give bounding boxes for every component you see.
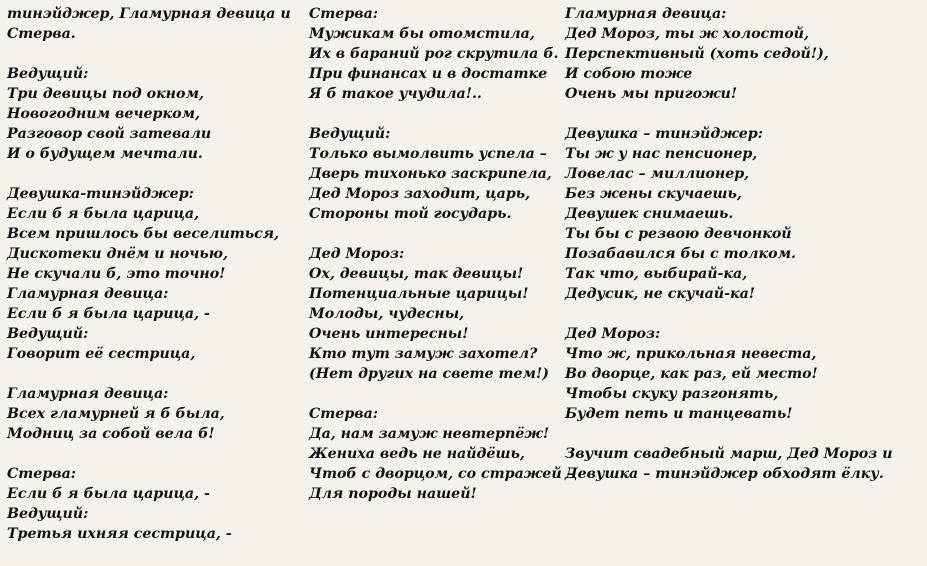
text-line: И собою тоже (565, 66, 693, 82)
text-line: Дед Мороз, ты ж холостой, (565, 26, 809, 42)
text-line: Жениха ведь не найдёшь, (309, 446, 525, 462)
text-line: Разговор свой затевали (7, 126, 212, 142)
blank-line (309, 104, 574, 124)
text-line: Без жены скучаешь, (565, 186, 742, 202)
text-line: Ловелас – миллионер, (565, 166, 750, 182)
text-line: Для породы нашей! (309, 486, 477, 502)
text-line: тинэйджер, Гламурная девица и (7, 6, 291, 22)
text-line: Не скучали б, это точно! (7, 266, 226, 282)
text-line: Будет петь и танцевать! (565, 406, 793, 422)
text-line: Очень мы пригожи! (565, 86, 738, 102)
blank-line (7, 164, 291, 184)
text-line: Чтоб с дворцом, со стражей – (309, 466, 574, 482)
blank-line (565, 424, 893, 444)
text-line: (Нет других на свете тем!) (309, 366, 549, 382)
text-line: Всем пришлось бы веселиться, (7, 226, 280, 242)
text-line: Потенциальные царицы! (309, 286, 529, 302)
blank-line (7, 364, 291, 384)
text-line: Всех гламурней я б была, (7, 406, 225, 422)
text-line: Дверь тихонько заскрипела, (309, 166, 552, 182)
text-line: Дед Мороз: (309, 246, 405, 262)
blank-line (309, 224, 574, 244)
text-line: Ведущий: (309, 126, 391, 142)
text-column-1 (7, 4, 291, 544)
blank-line (565, 304, 893, 324)
text-line: Молоды, чудесны, (309, 306, 465, 322)
text-line: Гламурная девица: (7, 386, 169, 402)
text-line: И о будущем мечтали. (7, 146, 203, 162)
text-line: Так что, выбирай-ка, (565, 266, 748, 282)
text-line: Мужикам бы отомстила, (309, 26, 535, 42)
text-line: Если б я была царица, (7, 206, 200, 222)
text-line: Девушка – тинэйджер обходят ёлку. (565, 466, 884, 482)
text-line: Гламурная девица: (565, 6, 727, 22)
text-line: Стерва: (7, 466, 76, 482)
text-line: Дед Мороз заходит, царь, (309, 186, 531, 202)
text-line: Кто тут замуж захотел? (309, 346, 538, 362)
text-line: Три девицы под окном, (7, 86, 204, 102)
text-line: Позабавился бы с толком. (565, 246, 796, 262)
text-line: Что ж, прикольная невеста, (565, 346, 817, 362)
text-line: Стерва. (7, 26, 76, 42)
blank-line (7, 44, 291, 64)
text-column-3 (565, 4, 893, 484)
text-column-2 (309, 4, 574, 504)
text-line: Дедусик, не скучай-ка! (565, 286, 756, 302)
text-line: Их в бараний рог скрутила б. (309, 46, 559, 62)
text-line: Девушек снимаешь. (565, 206, 734, 222)
text-line: Говорит её сестрица, (7, 346, 196, 362)
blank-line (565, 104, 893, 124)
text-line: Ты бы с резвою девчонкой (565, 226, 792, 242)
text-line: Стороны той государь. (309, 206, 512, 222)
text-line: Если б я была царица, - (7, 306, 210, 322)
text-line: Да, нам замуж невтерпёж! (309, 426, 550, 442)
text-line: Только вымолвить успела – (309, 146, 547, 162)
text-line: Перспективный (хоть седой!), (565, 46, 829, 62)
text-line: Девушка-тинэйджер: (7, 186, 194, 202)
text-line: Если б я была царица, - (7, 486, 210, 502)
text-line: Стерва: (309, 6, 378, 22)
text-line: Очень интересны! (309, 326, 469, 342)
text-line: При финансах и в достатке (309, 66, 548, 82)
text-line: Ведущий: (7, 326, 89, 342)
text-line: Я б такое учудила!.. (309, 86, 482, 102)
text-line: Новогодним вечерком, (7, 106, 200, 122)
text-line: Модниц за собой вела б! (7, 426, 215, 442)
text-line: Чтобы скуку разгонять, (565, 386, 779, 402)
text-line: Ты ж у нас пенсионер, (565, 146, 758, 162)
text-line: Дед Мороз: (565, 326, 661, 342)
text-line: Третья ихняя сестрица, - (7, 526, 232, 542)
text-line: Ох, девицы, так девицы! (309, 266, 524, 282)
text-line: Звучит свадебный марш, Дед Мороз и (565, 446, 893, 462)
blank-line (7, 444, 291, 464)
text-line: Дискотеки днём и ночью, (7, 246, 228, 262)
blank-line (309, 384, 574, 404)
text-line: Ведущий: (7, 66, 89, 82)
text-line: Стерва: (309, 406, 378, 422)
text-line: Ведущий: (7, 506, 89, 522)
text-line: Гламурная девица: (7, 286, 169, 302)
text-line: Во дворце, как раз, ей место! (565, 366, 818, 382)
text-line: Девушка – тинэйджер: (565, 126, 763, 142)
